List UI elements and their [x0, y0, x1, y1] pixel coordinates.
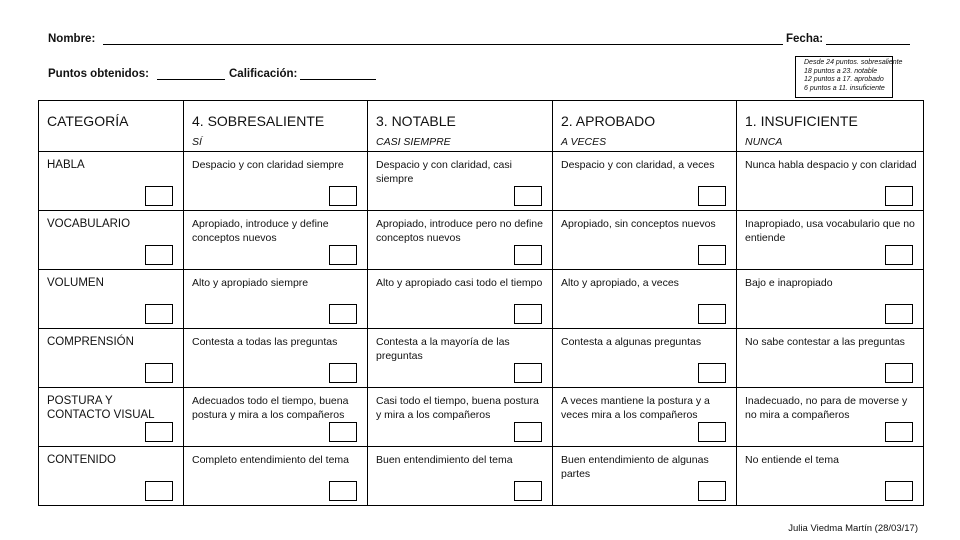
- fecha-field[interactable]: [826, 44, 910, 45]
- category-cell: VOLUMEN: [39, 270, 184, 329]
- score-checkbox[interactable]: [885, 422, 913, 442]
- criteria-cell: Despacio y con claridad siempre: [184, 152, 368, 211]
- score-checkbox[interactable]: [885, 186, 913, 206]
- scale-line: 12 puntos a 17. aprobado: [804, 76, 884, 83]
- score-checkbox[interactable]: [329, 186, 357, 206]
- table-row: [39, 388, 924, 447]
- category-cell: HABLA: [39, 152, 184, 211]
- calificacion-field[interactable]: [300, 79, 376, 80]
- grading-scale-box: [795, 56, 903, 98]
- table-row: [39, 270, 924, 329]
- header-cell-aprobado: 2. APROBADO A VECES: [553, 101, 737, 152]
- table-row: [39, 329, 924, 388]
- score-checkbox[interactable]: [514, 422, 542, 442]
- rubric-table: [38, 100, 924, 506]
- criteria-cell: Despacio y con claridad, a veces: [553, 152, 737, 211]
- score-checkbox[interactable]: [514, 363, 542, 383]
- criteria-cell: Nunca habla despacio y con claridad: [737, 152, 924, 211]
- author-credit: Julia Viedma Martín (28/03/17): [788, 523, 918, 534]
- criteria-cell: A veces mantiene la postura y a veces mira a los compañeros: [553, 388, 737, 447]
- criteria-cell: Alto y apropiado siempre: [184, 270, 368, 329]
- category-cell: VOCABULARIO: [39, 211, 184, 270]
- header-cell-notable: 3. NOTABLE CASI SIEMPRE: [368, 101, 553, 152]
- score-checkbox[interactable]: [698, 422, 726, 442]
- score-checkbox[interactable]: [885, 304, 913, 324]
- criteria-cell: No entiende el tema: [737, 447, 924, 506]
- category-cell: POSTURA Y CONTACTO VISUAL: [39, 388, 184, 447]
- criteria-cell: Inadecuado, no para de moverse y no mira a compañeros: [737, 388, 924, 447]
- score-checkbox[interactable]: [329, 245, 357, 265]
- score-checkbox[interactable]: [698, 245, 726, 265]
- table-row: [39, 152, 924, 211]
- header-cell-insuficiente: 1. INSUFICIENTE NUNCA: [737, 101, 924, 152]
- score-checkbox[interactable]: [885, 245, 913, 265]
- criteria-cell: Alto y apropiado casi todo el tiempo: [368, 270, 553, 329]
- criteria-cell: Casi todo el tiempo, buena postura y mira a los compañeros: [368, 388, 553, 447]
- scale-line: 18 puntos a 23. notable: [804, 67, 878, 75]
- score-checkbox[interactable]: [329, 422, 357, 442]
- header-cell-sobresaliente: 4. SOBRESALIENTE SÍ: [184, 101, 368, 152]
- score-checkbox[interactable]: [145, 422, 173, 442]
- score-checkbox[interactable]: [329, 363, 357, 383]
- score-checkbox[interactable]: [698, 481, 726, 501]
- puntos-label: Puntos obtenidos:: [48, 68, 149, 80]
- category-cell: COMPRENSIÓN: [39, 329, 184, 388]
- score-checkbox[interactable]: [145, 304, 173, 324]
- table-row: [39, 211, 924, 270]
- nombre-label: Nombre:: [48, 33, 96, 45]
- criteria-cell: Completo entendimiento del tema: [184, 447, 368, 506]
- criteria-cell: Alto y apropiado, a veces: [553, 270, 737, 329]
- criteria-cell: Apropiado, introduce y define conceptos nuevos: [184, 211, 368, 270]
- score-checkbox[interactable]: [698, 304, 726, 324]
- score-checkbox[interactable]: [514, 186, 542, 206]
- criteria-cell: Contesta a todas las preguntas: [184, 329, 368, 388]
- criteria-cell: Inapropiado, usa vocabulario que no entiende: [737, 211, 924, 270]
- criteria-cell: No sabe contestar a las preguntas: [737, 329, 924, 388]
- table-header-row: [39, 101, 924, 152]
- scale-line: Desde 24 puntos. sobresaliente: [804, 59, 903, 66]
- criteria-cell: Buen entendimiento de algunas partes: [553, 447, 737, 506]
- criteria-cell: Apropiado, sin conceptos nuevos: [553, 211, 737, 270]
- criteria-cell: Adecuados todo el tiempo, buena postura y mira a los compañeros: [184, 388, 368, 447]
- score-checkbox[interactable]: [885, 481, 913, 501]
- criteria-cell: Contesta a algunas preguntas: [553, 329, 737, 388]
- score-checkbox[interactable]: [514, 304, 542, 324]
- nombre-field[interactable]: [103, 44, 783, 45]
- score-checkbox[interactable]: [329, 481, 357, 501]
- score-checkbox[interactable]: [145, 186, 173, 206]
- score-checkbox[interactable]: [514, 245, 542, 265]
- score-checkbox[interactable]: [145, 363, 173, 383]
- score-checkbox[interactable]: [145, 481, 173, 501]
- score-checkbox[interactable]: [514, 481, 542, 501]
- score-checkbox[interactable]: [145, 245, 173, 265]
- scale-line: 6 puntos a 11. insuficiente: [804, 84, 885, 92]
- criteria-cell: Despacio y con claridad, casi siempre: [368, 152, 553, 211]
- score-checkbox[interactable]: [698, 363, 726, 383]
- score-checkbox[interactable]: [698, 186, 726, 206]
- score-checkbox[interactable]: [329, 304, 357, 324]
- table-row: [39, 447, 924, 506]
- category-cell: CONTENIDO: [39, 447, 184, 506]
- score-checkbox[interactable]: [885, 363, 913, 383]
- fecha-label: Fecha:: [786, 33, 824, 45]
- puntos-field[interactable]: [157, 79, 225, 80]
- criteria-cell: Contesta a la mayoría de las preguntas: [368, 329, 553, 388]
- criteria-cell: Bajo e inapropiado: [737, 270, 924, 329]
- header-cell-categoria: CATEGORÍA: [39, 101, 184, 152]
- criteria-cell: Buen entendimiento del tema: [368, 447, 553, 506]
- criteria-cell: Apropiado, introduce pero no define conceptos nuevos: [368, 211, 553, 270]
- calificacion-label: Calificación:: [229, 68, 298, 80]
